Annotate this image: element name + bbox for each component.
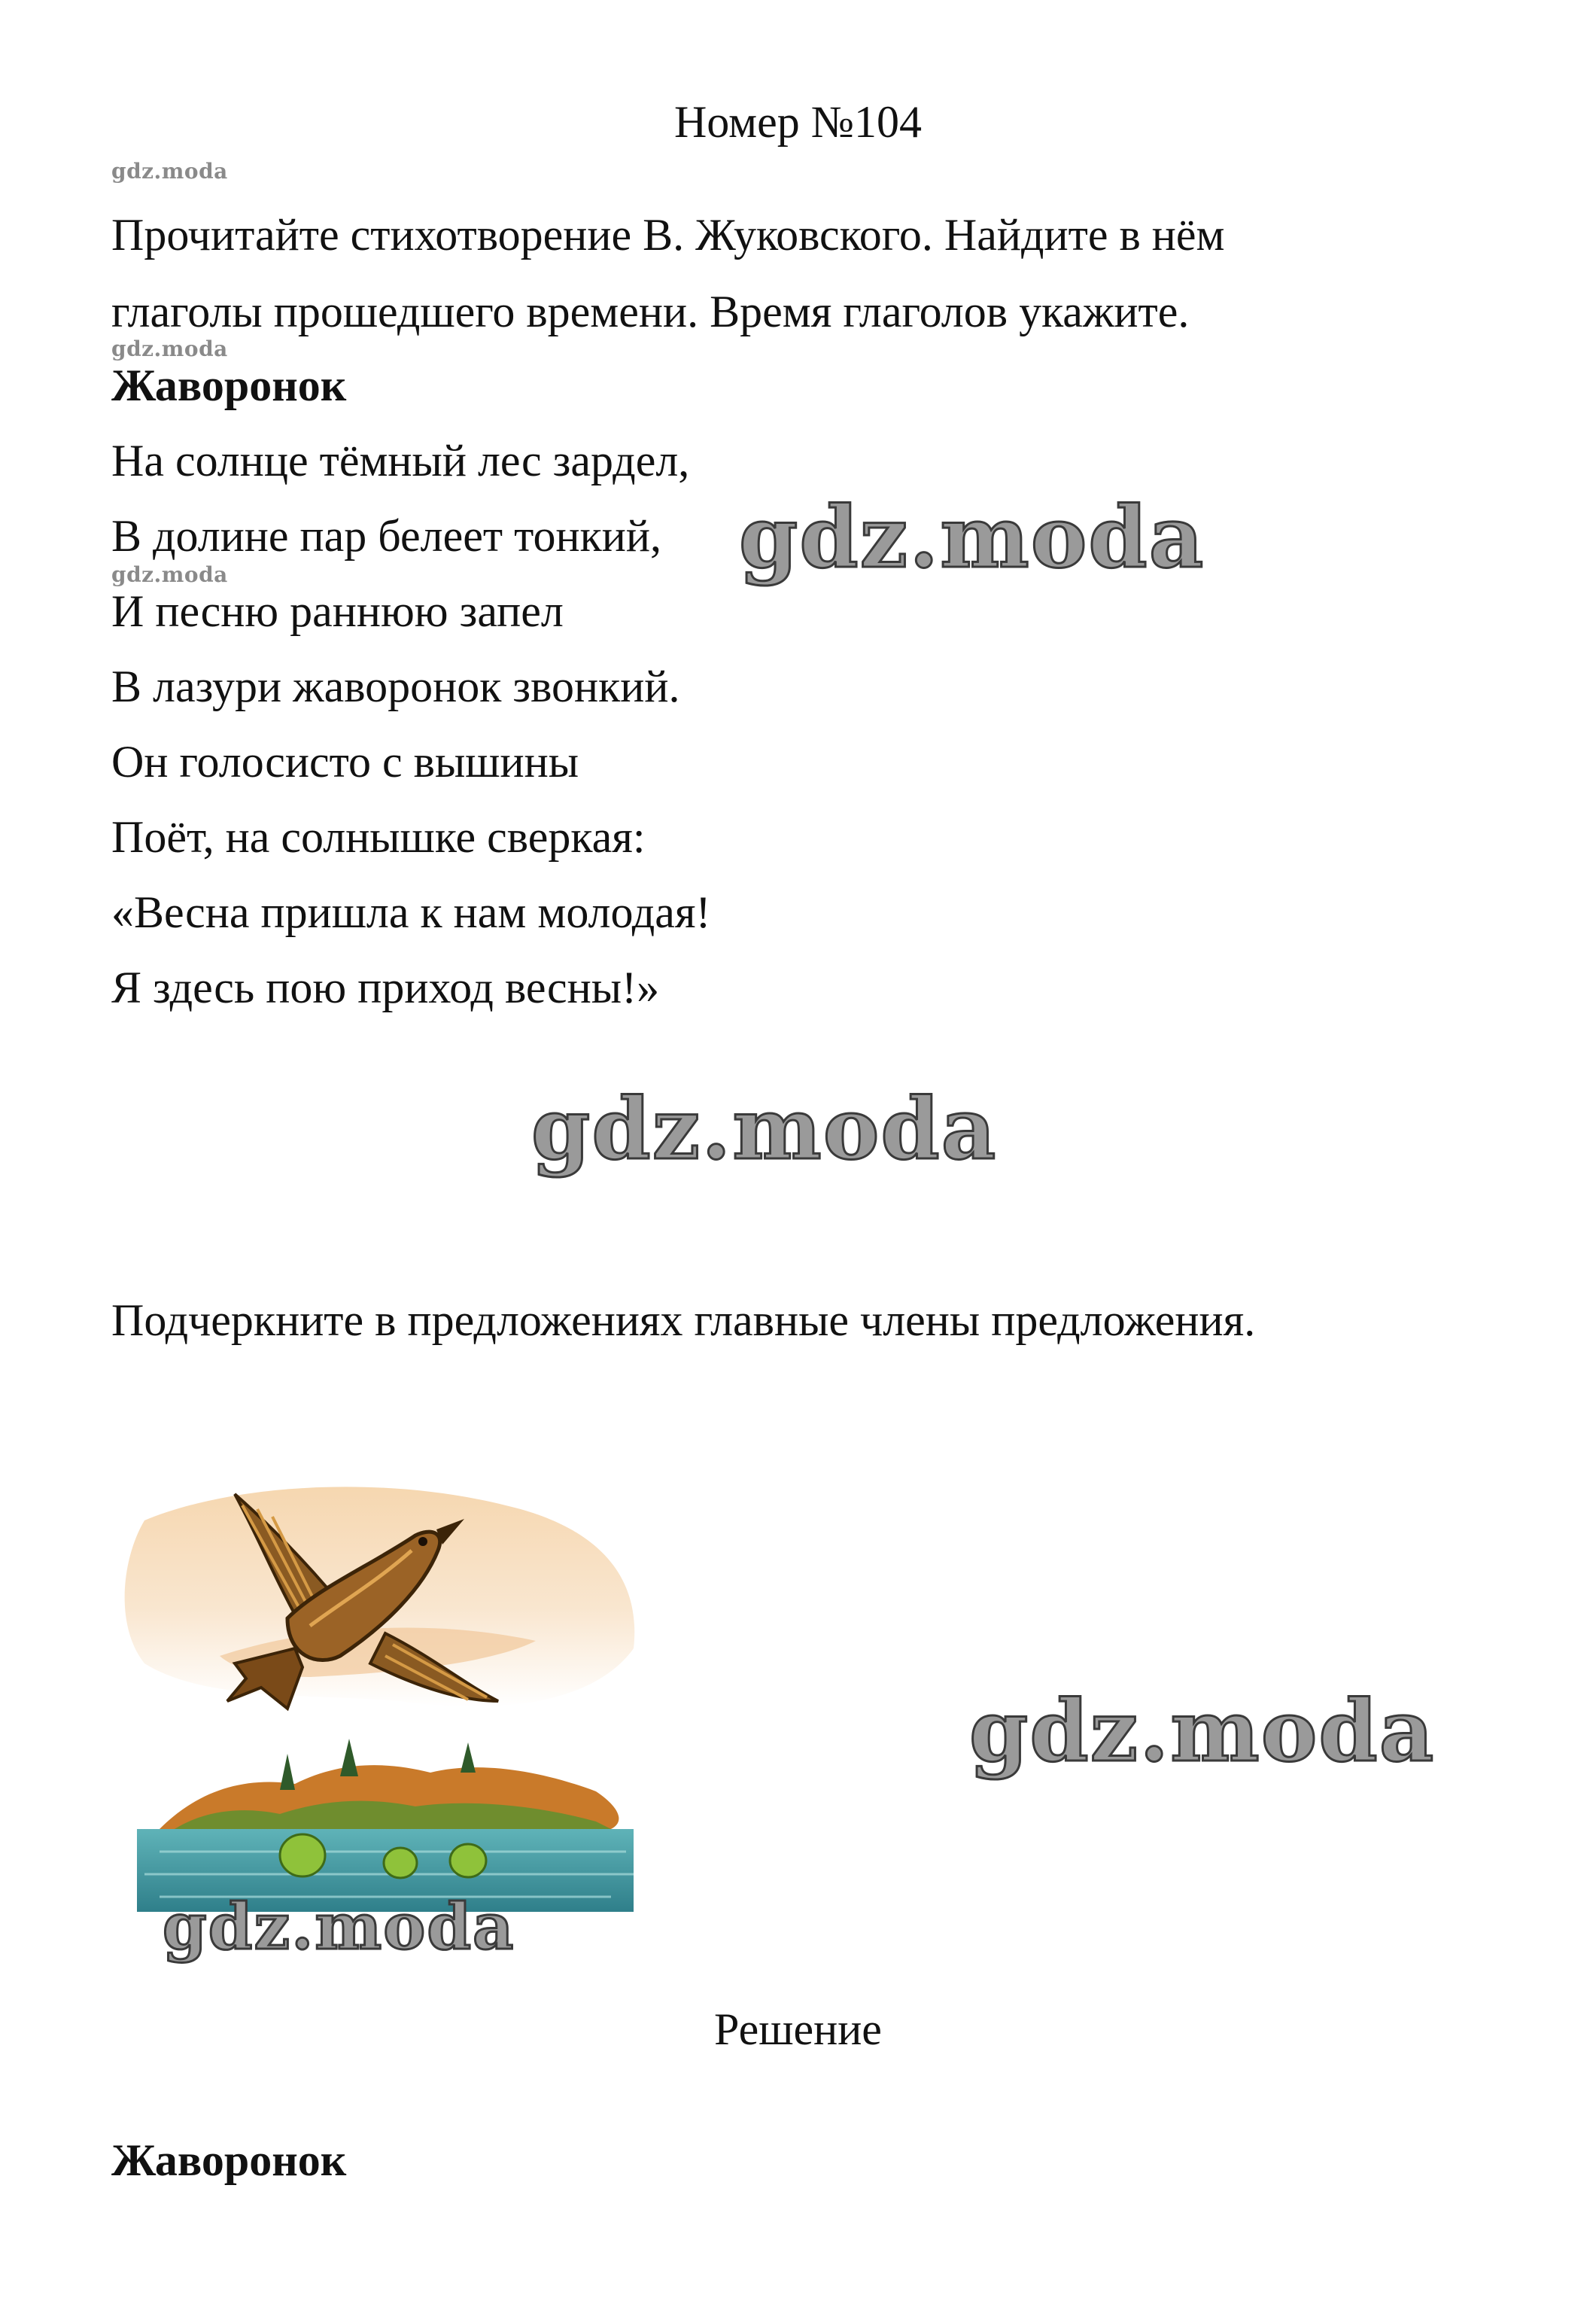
poem-line-5: Он голосисто с вышины	[111, 737, 579, 787]
poem-line-8: Я здесь пою приход весны!»	[111, 963, 660, 1012]
poem-line-7: «Весна пришла к нам молодая!	[111, 887, 711, 937]
watermark-large-4: gdz.moda	[163, 1889, 515, 1964]
page-title: Номер №104	[673, 97, 923, 147]
lark-over-lake-illustration-icon	[114, 1475, 652, 1937]
solution-poem-title: Жаворонок	[111, 2135, 347, 2185]
task-text-line-1: Прочитайте стихотворение В. Жуковского. Найдите в нём	[111, 210, 1225, 260]
watermark-large-1: gdz.moda	[739, 488, 1205, 587]
watermark-small-3: gdz.moda	[111, 562, 228, 587]
watermark-large-2: gdz.moda	[531, 1080, 998, 1179]
poem-title: Жаворонок	[111, 361, 347, 410]
lark-illustration	[114, 1475, 652, 1937]
solution-label: Решение	[714, 2004, 882, 2054]
instruction-text: Подчеркните в предложениях главные члены предложения.	[111, 1295, 1256, 1345]
watermark-large-3: gdz.moda	[969, 1682, 1436, 1781]
poem-line-3: И песню раннюю запел	[111, 586, 564, 636]
poem-line-6: Поёт, на солнышке сверкая:	[111, 812, 646, 862]
task-text-line-2: глаголы прошедшего времени. Время глаголов укажите.	[111, 287, 1190, 336]
poem-line-1: На солнце тёмный лес зардел,	[111, 436, 690, 485]
watermark-small-2: gdz.moda	[111, 336, 228, 361]
poem-line-4: В лазури жаворонок звонкий.	[111, 662, 680, 711]
watermark-small-1: gdz.moda	[111, 159, 228, 184]
poem-line-2: В долине пар белеет тонкий,	[111, 511, 661, 561]
